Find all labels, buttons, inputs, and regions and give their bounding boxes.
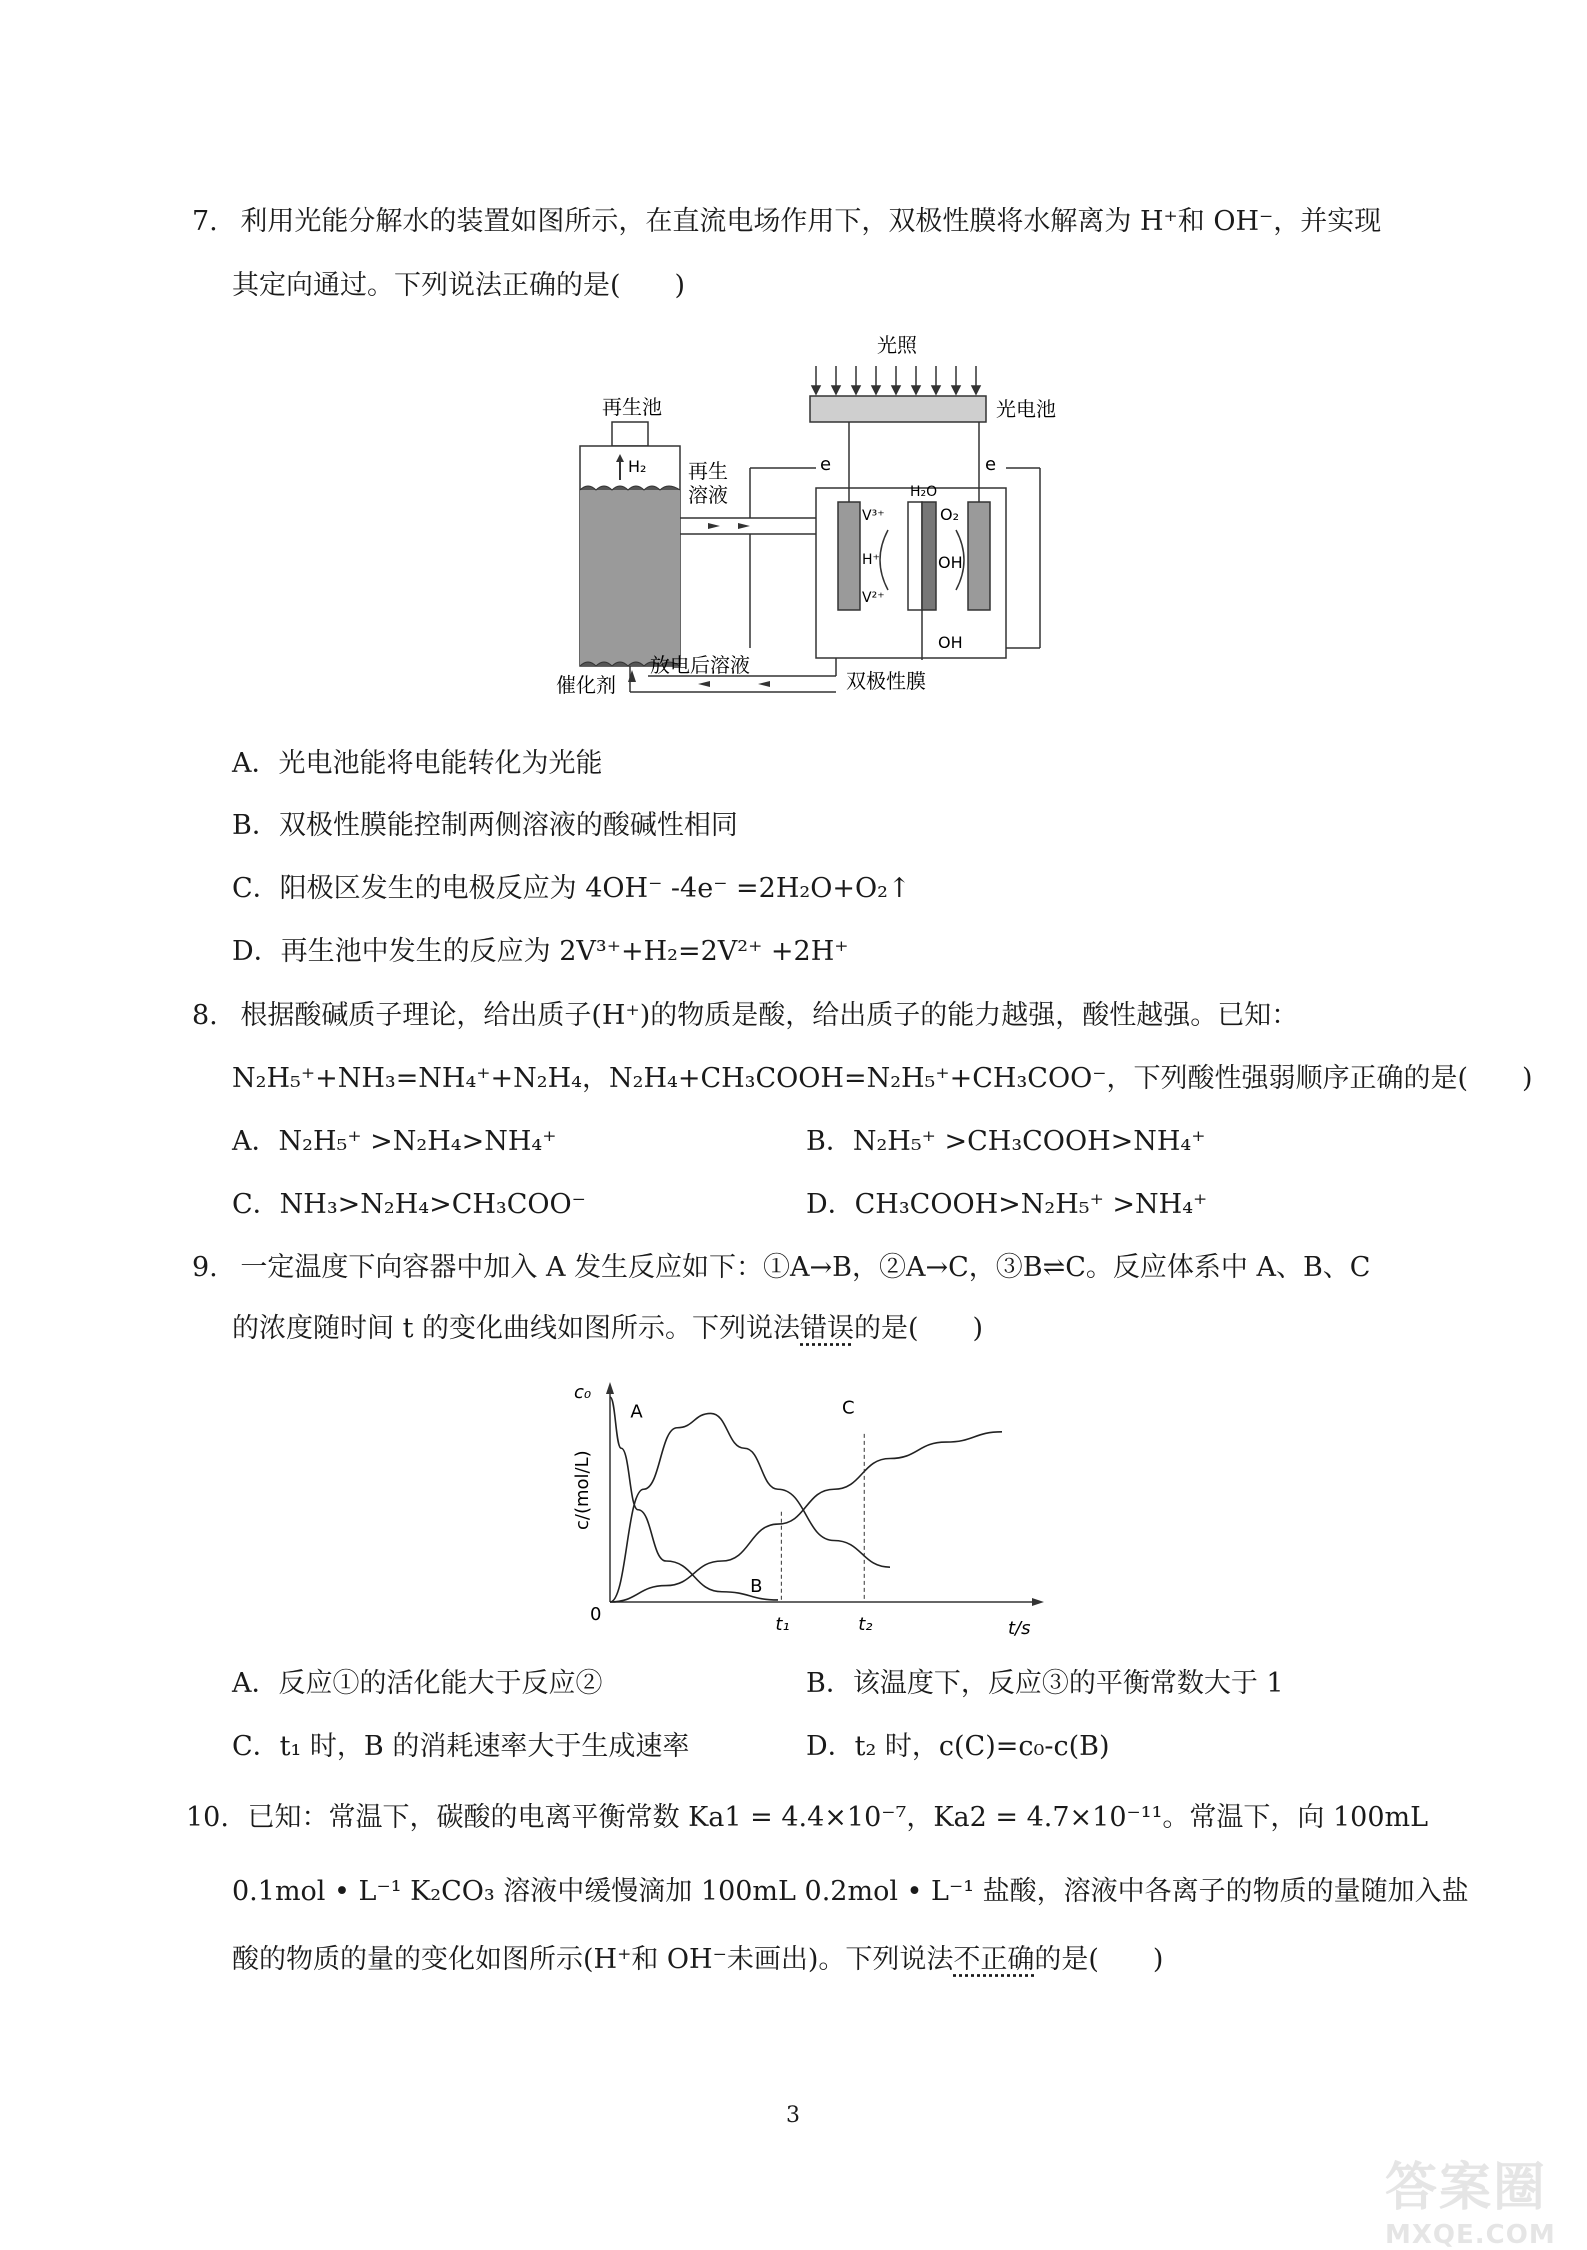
q8-option-d: D．CH₃COOH>N₂H₅⁺ >NH₄⁺ (806, 1189, 1208, 1220)
discharged-solution-label: 放电后溶液 (650, 653, 750, 677)
y-axis-label: c/(mol/L) (572, 1450, 593, 1530)
q7-option-a: A．光电池能将电能转化为光能 (232, 748, 603, 779)
x-tick-label-2: t₂ (858, 1614, 873, 1635)
q7-option-b: B．双极性膜能控制两侧溶液的酸碱性相同 (232, 810, 738, 841)
q9-line1 (192, 1250, 1370, 1286)
electron-left-label: e (820, 454, 832, 475)
bipolar-membrane-label: 双极性膜 (846, 669, 926, 693)
q9-concentration-chart (560, 1380, 1060, 1650)
series-A-label: A (630, 1401, 643, 1423)
series-B-line (610, 1413, 890, 1602)
cathode (838, 502, 860, 610)
q9-number: 9. (192, 1252, 218, 1283)
q7-number: 7. (192, 206, 218, 237)
page-number: 3 (786, 2103, 800, 2128)
regen-pool-label: 再生池 (602, 395, 662, 419)
q8-stem-1: 根据酸碱质子理论，给出质子(H⁺)的物质是酸，给出质子的能力越强，酸性越强。已知： (240, 1000, 1299, 1031)
series-B-label: B (750, 1575, 763, 1597)
q7-option-c: C．阳极区发生的电极反应为 4OH⁻ -4e⁻ =2H₂O+O₂↑ (232, 873, 911, 904)
series-A-line (610, 1397, 778, 1600)
photocell (810, 396, 986, 422)
q9-stem-2-post: 的是( ) (854, 1313, 984, 1344)
q8-number: 8. (192, 1000, 218, 1031)
q10-stem-3-emphasis: 不正确 (953, 1944, 1035, 1975)
q10-stem-1: 已知：常温下，碳酸的电离平衡常数 Ka1 = 4.4×10⁻⁷，Ka2 = 4.7×10⁻¹¹。常温下，向 100mL (247, 1802, 1429, 1833)
y-axis-arrow (606, 1382, 614, 1394)
regen-solution-label-2: 溶液 (688, 483, 728, 507)
chart-series-group (610, 1397, 1002, 1602)
chart-ticks-group (775, 1434, 872, 1635)
q10-stem-3-pre: 酸的物质的量的变化如图所示(H⁺和 OH⁻未画出)。下列说法 (232, 1944, 954, 1975)
q9-option-b: B．该温度下，反应③的平衡常数大于 1 (806, 1668, 1284, 1699)
h2o-label: H₂O (910, 484, 938, 500)
x-axis-arrow (1032, 1598, 1044, 1606)
watermark-bottom: MXQE.COM (1385, 2220, 1556, 2250)
watermark-logo (1385, 2145, 1565, 2250)
h2-label: H₂ (628, 457, 647, 476)
o2-label: O₂ (940, 505, 960, 524)
regen-pool-liquid (580, 490, 680, 666)
light-arrows (812, 366, 980, 394)
q9-stem-2-pre: 的浓度随时间 t 的变化曲线如图所示。下列说法 (232, 1313, 801, 1344)
electron-right-label: e (985, 454, 997, 475)
q9-option-d: D．t₂ 时，c(C)=c₀-c(B) (806, 1731, 1110, 1762)
bipolar-membrane (908, 502, 922, 610)
q7-apparatus-diagram (520, 330, 1080, 710)
q8-option-b: B．N₂H₅⁺ >CH₃COOH>NH₄⁺ (806, 1126, 1206, 1157)
q9-option-c: C．t₁ 时，B 的消耗速率大于生成速率 (232, 1731, 690, 1762)
q10-stem-3-post: 的是( ) (1034, 1944, 1164, 1975)
anode (968, 502, 990, 610)
q8-option-c: C．NH₃>N₂H₄>CH₃COO⁻ (232, 1189, 586, 1220)
q9-stem-2 (232, 1311, 983, 1347)
q7-line1 (192, 204, 1381, 240)
q9-stem-1: 一定温度下向容器中加入 A 发生反应如下：①A→B，②A→C，③B⇌C。反应体系中 A、B、C (240, 1252, 1371, 1283)
x-axis-label: t/s (1008, 1618, 1031, 1639)
oh-label-1: OH (938, 553, 963, 572)
regen-solution-label-1: 再生 (688, 459, 728, 483)
q7-stem-1: 利用光能分解水的装置如图所示，在直流电场作用下，双极性膜将水解离为 H⁺和 OH⁻，并实现 (240, 206, 1382, 237)
chart-axes (610, 1392, 1032, 1602)
x-tick-label-1: t₁ (775, 1614, 790, 1635)
q7-option-d: D．再生池中发生的反应为 2V³⁺+H₂=2V²⁺ +2H⁺ (232, 936, 849, 967)
q8-line1 (192, 998, 1298, 1034)
q8-stem-2: N₂H₅⁺+NH₃=NH₄⁺+N₂H₄，N₂H₄+CH₃COOH=N₂H₅⁺+CH₃COO⁻，下列酸性强弱顺序正确的是( ) (232, 1063, 1533, 1094)
v2-label: V²⁺ (862, 590, 885, 606)
catalyst-label: 催化剂 (556, 673, 616, 697)
q9-stem-2-emphasis: 错误 (800, 1313, 855, 1344)
q10-stem-3 (232, 1942, 1163, 1978)
q8-option-a: A．N₂H₅⁺ >N₂H₄>NH₄⁺ (232, 1126, 557, 1157)
q10-line1 (186, 1800, 1428, 1836)
q9-option-a: A．反应①的活化能大于反应② (232, 1668, 603, 1699)
v3-label: V³⁺ (862, 508, 885, 524)
q10-stem-2: 0.1mol • L⁻¹ K₂CO₃ 溶液中缓慢滴加 100mL 0.2mol • L⁻¹ 盐酸，溶液中各离子的物质的量随加入盐 (232, 1876, 1469, 1907)
hplus-label: H⁺ (862, 552, 880, 568)
q7-stem-2: 其定向通过。下列说法正确的是( ) (232, 270, 686, 301)
series-C-label: C (842, 1397, 855, 1419)
photocell-label: 光电池 (996, 397, 1056, 421)
series-C-line (610, 1432, 1002, 1602)
q10-number: 10. (186, 1802, 229, 1833)
origin-label: 0 (590, 1604, 602, 1625)
y-max-label: c₀ (574, 1382, 592, 1403)
watermark-top: 答案圈 (1385, 2158, 1548, 2218)
oh-label-2: OH (938, 633, 963, 652)
light-label: 光照 (877, 333, 917, 357)
